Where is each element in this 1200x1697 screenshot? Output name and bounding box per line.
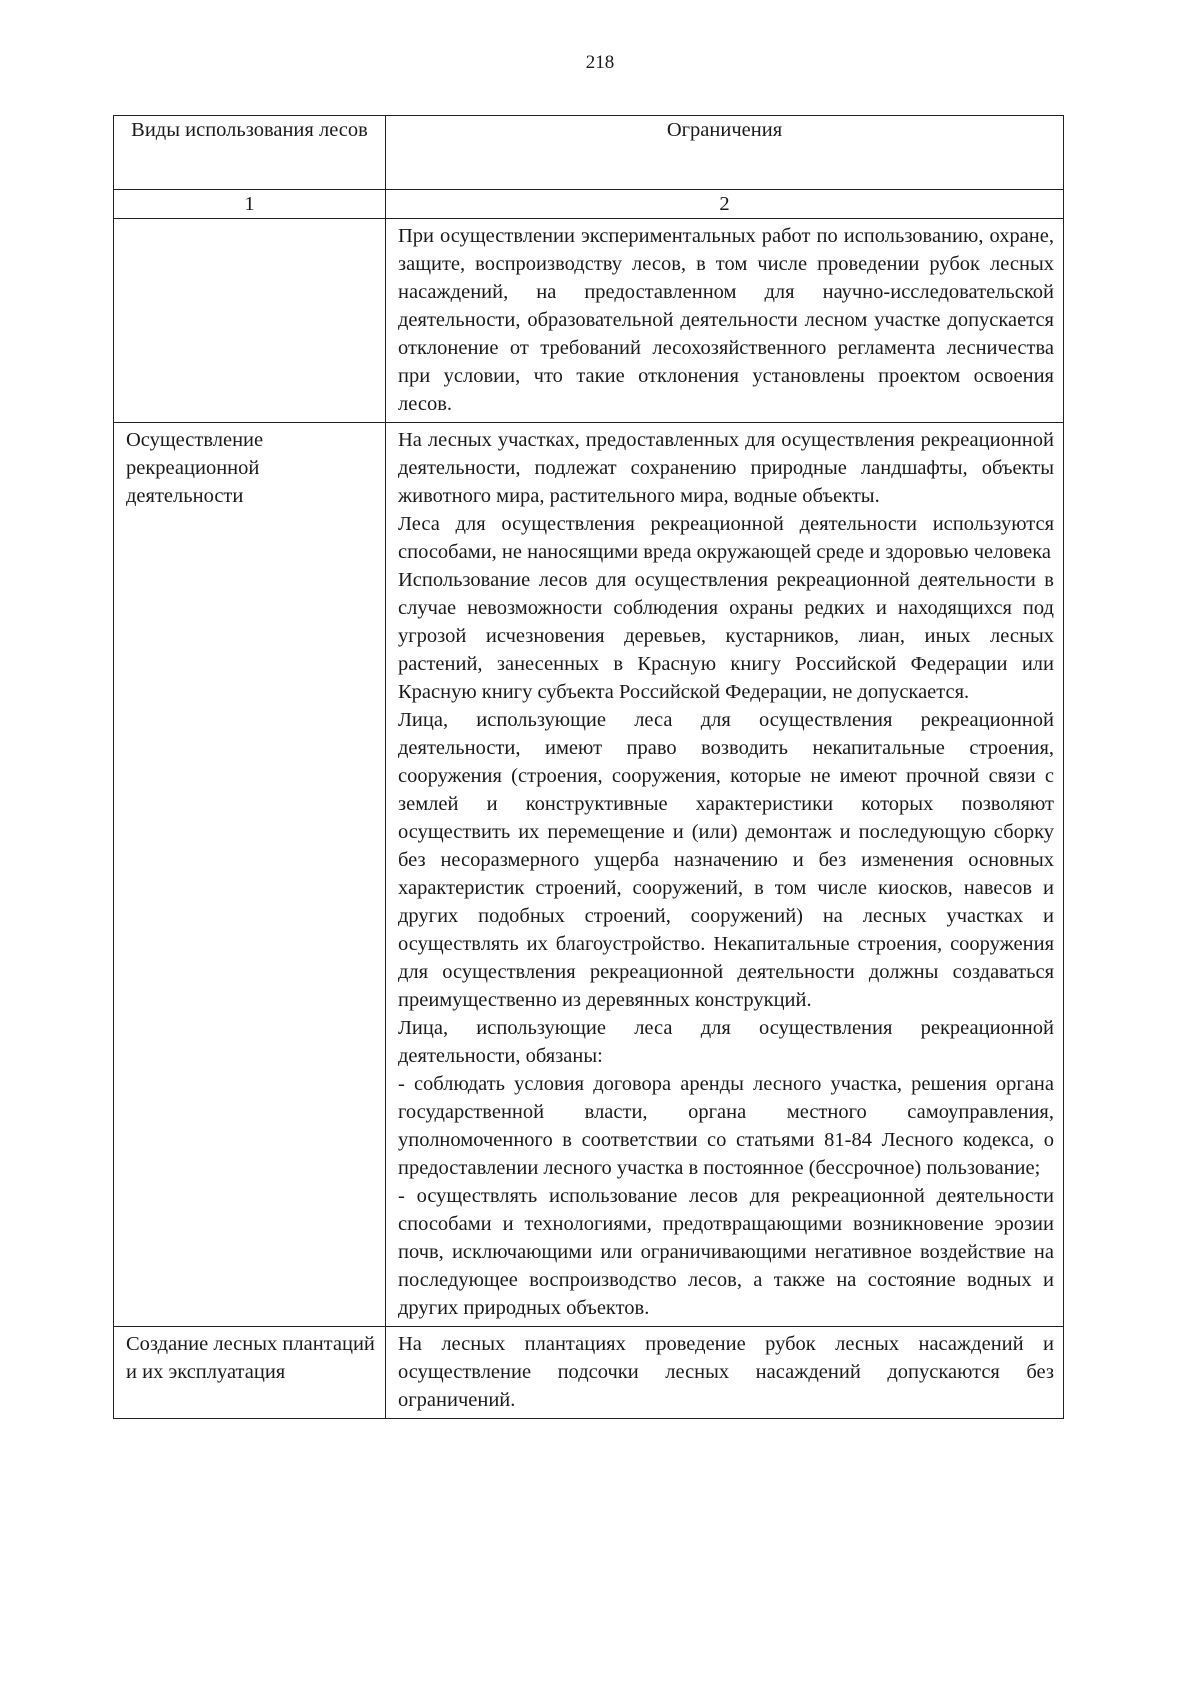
restriction-paragraph: Леса для осуществления рекреационной деятельности используются способами, не наносящими вреда окружающей среде и здоровью человека [398, 513, 1054, 563]
restriction-paragraph: - осуществлять использование лесов для рекреационной деятельности способами и технологиями, предотвращающими возникновение эрозии почв, исключающими или ограничивающими негативное воздействие на последующее воспроизводство лесов, а также на состояние водных и других природных объектов. [398, 1185, 1054, 1319]
table-row [114, 423, 1064, 1327]
column-number-1: 1 [114, 190, 386, 219]
header-restrictions: Ограничения [386, 116, 1064, 190]
header-forest-use-types: Виды использования лесов [114, 116, 386, 190]
restriction-paragraph: При осуществлении экспериментальных работ по использованию, охране, защите, воспроизводству лесов, в том числе проведении рубок лесных насаждений, на предоставленном для научно-исследовательской деятельности, образовательной деятельности лесном участке допускается отклонение от требований лесохозяйственного регламента лесничества при условии, что такие отклонения установлены проектом освоения лесов. [398, 225, 1054, 415]
restrictions-cell [386, 1327, 1064, 1419]
forest-use-cell [114, 219, 386, 423]
restriction-paragraph: Лица, использующие леса для осуществления рекреационной деятельности, обязаны: [398, 1017, 1054, 1067]
restriction-paragraph: На лесных участках, предоставленных для осуществления рекреационной деятельности, подлежат сохранению природные ландшафты, объекты животного мира, растительного мира, водные объекты. [398, 429, 1054, 507]
table-row [114, 1327, 1064, 1419]
table-row [114, 219, 1064, 423]
restrictions-table [113, 115, 1064, 1419]
restriction-paragraph: Лица, использующие леса для осуществления рекреационной деятельности, имеют право возводить некапитальные строения, сооружения (строения, сооружения, которые не имеют прочной связи с землей и конструктивные характеристики которых позволяют осуществить их перемещение и (или) демонтаж и последующую сборку без несоразмерного ущерба назначению и без изменения основных характеристик строений, сооружений, в том числе киосков, навесов и других подобных строений, сооружений) на лесных участках и осуществлять их благоустройство. Некапитальные строения, сооружения для осуществления рекреационной деятельности должны создаваться преимущественно из деревянных конструкций. [398, 709, 1054, 1011]
forest-use-cell: Осуществление рекреационной деятельности [114, 423, 386, 1327]
restriction-paragraph: На лесных плантациях проведение рубок лесных насаждений и осуществление подсочки лесных насаждений допускаются без ограничений. [398, 1333, 1054, 1411]
restriction-paragraph: - соблюдать условия договора аренды лесного участка, решения органа государственной власти, органа местного самоуправления, уполномоченного в соответствии со статьями 81-84 Лесного кодекса, о предоставлении лесного участка в постоянное (бессрочное) пользование; [398, 1073, 1054, 1179]
forest-use-cell: Создание лесных плантаций и их эксплуатация [114, 1327, 386, 1419]
restrictions-cell [386, 219, 1064, 423]
restriction-paragraph: Использование лесов для осуществления рекреационной деятельности в случае невозможности соблюдения охраны редких и находящихся под угрозой исчезновения деревьев, кустарников, лиан, иных лесных растений, занесенных в Красную книгу Российской Федерации или Красную книгу субъекта Российской Федерации, не допускается. [398, 569, 1054, 703]
column-numbers-row [114, 190, 1064, 219]
page-number: 218 [585, 52, 615, 73]
restrictions-cell [386, 423, 1064, 1327]
column-number-2: 2 [386, 190, 1064, 219]
table-header-row [114, 116, 1064, 190]
